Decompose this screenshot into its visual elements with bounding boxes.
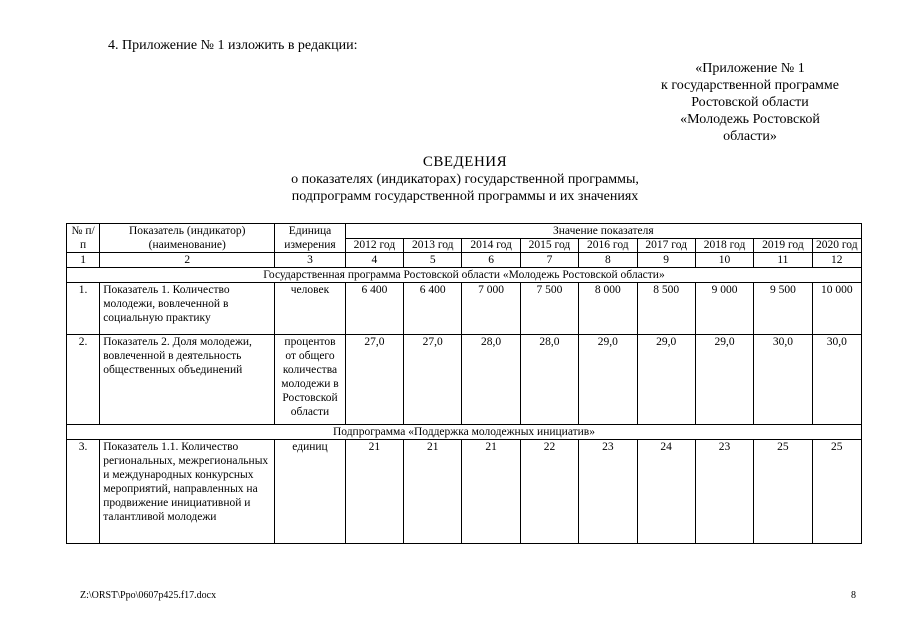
row-value: 28,0 — [462, 335, 520, 425]
column-number: 5 — [404, 253, 462, 268]
header-num: № п/п — [67, 224, 100, 253]
section-row — [67, 268, 862, 283]
footer-file-path: Z:\ORST\Ppo\0607p425.f17.docx — [80, 590, 217, 601]
row-value: 28,0 — [520, 335, 578, 425]
row-value: 8 000 — [579, 283, 637, 335]
row-value: 9 500 — [754, 283, 812, 335]
row-num: 3. — [67, 440, 100, 544]
row-num: 2. — [67, 335, 100, 425]
appendix-line: «Молодежь Ростовской — [680, 112, 820, 127]
row-value: 9 000 — [695, 283, 753, 335]
appendix-line: к государственной программе — [661, 78, 839, 93]
column-number: 4 — [345, 253, 403, 268]
row-value: 8 500 — [637, 283, 695, 335]
table-row — [67, 335, 862, 425]
row-value: 21 — [345, 440, 403, 544]
document-heading — [200, 154, 730, 205]
row-value: 7 500 — [520, 283, 578, 335]
header-year: 2014 год — [462, 239, 520, 253]
column-number: 6 — [462, 253, 520, 268]
heading-title: СВЕДЕНИЯ — [422, 154, 508, 170]
header-year: 2012 год — [345, 239, 403, 253]
row-value: 29,0 — [637, 335, 695, 425]
header-unit: Единица измерения — [275, 224, 345, 253]
header-year: 2013 год — [404, 239, 462, 253]
header-year: 2018 год — [695, 239, 753, 253]
section-title: Государственная программа Ростовской области «Молодежь Ростовской области» — [67, 268, 862, 283]
row-value: 24 — [637, 440, 695, 544]
row-indicator: Показатель 2. Доля молодежи, вовлеченной в деятельность общественных объединений — [100, 335, 275, 425]
row-indicator: Показатель 1.1. Количество региональных, межрегиональных и международных конкурсных мероприятий, направленных на продвижение инициативной и талантливой молодежи — [100, 440, 275, 544]
row-num: 1. — [67, 283, 100, 335]
column-number: 1 — [67, 253, 100, 268]
intro-text: 4. Приложение № 1 изложить в редакции: — [108, 38, 358, 53]
header-year: 2015 год — [520, 239, 578, 253]
table-row — [67, 440, 862, 544]
column-number: 9 — [637, 253, 695, 268]
header-values: Значение показателя — [345, 224, 861, 239]
row-unit: человек — [275, 283, 345, 335]
appendix-line: Ростовской области — [691, 95, 809, 110]
row-indicator: Показатель 1. Количество молодежи, вовлеченной в социальную практику — [100, 283, 275, 335]
section-row — [67, 425, 862, 440]
column-number: 10 — [695, 253, 753, 268]
appendix-note — [640, 60, 860, 145]
row-value: 23 — [695, 440, 753, 544]
indicators-table — [66, 223, 862, 544]
row-value: 27,0 — [404, 335, 462, 425]
column-number: 2 — [100, 253, 275, 268]
row-value: 25 — [754, 440, 812, 544]
heading-line: о показателях (индикаторах) государственной программы, — [291, 172, 639, 187]
row-value: 22 — [520, 440, 578, 544]
header-year: 2016 год — [579, 239, 637, 253]
column-number: 8 — [579, 253, 637, 268]
row-value: 30,0 — [812, 335, 861, 425]
column-number: 11 — [754, 253, 812, 268]
header-row — [67, 224, 862, 239]
appendix-line: «Приложение № 1 — [695, 61, 805, 76]
row-value: 21 — [404, 440, 462, 544]
column-numbers-row — [67, 253, 862, 268]
row-value: 25 — [812, 440, 861, 544]
row-value: 6 400 — [404, 283, 462, 335]
row-value: 10 000 — [812, 283, 861, 335]
appendix-line: области» — [723, 129, 777, 144]
column-number: 7 — [520, 253, 578, 268]
heading-line: подпрограмм государственной программы и их значениях — [291, 189, 639, 204]
header-year: 2019 год — [754, 239, 812, 253]
page-number: 8 — [851, 590, 856, 601]
header-indicator: Показатель (индикатор) (наименование) — [100, 224, 275, 253]
row-value: 6 400 — [345, 283, 403, 335]
column-number: 3 — [275, 253, 345, 268]
section-title: Подпрограмма «Поддержка молодежных инициатив» — [67, 425, 862, 440]
row-unit: единиц — [275, 440, 345, 544]
row-value: 7 000 — [462, 283, 520, 335]
row-value: 23 — [579, 440, 637, 544]
table-row — [67, 283, 862, 335]
header-year: 2017 год — [637, 239, 695, 253]
row-value: 30,0 — [754, 335, 812, 425]
row-value: 21 — [462, 440, 520, 544]
header-year: 2020 год — [812, 239, 861, 253]
row-value: 29,0 — [579, 335, 637, 425]
row-unit: процентов от общего количества молодежи в Ростовской области — [275, 335, 345, 425]
row-value: 27,0 — [345, 335, 403, 425]
column-number: 12 — [812, 253, 861, 268]
row-value: 29,0 — [695, 335, 753, 425]
